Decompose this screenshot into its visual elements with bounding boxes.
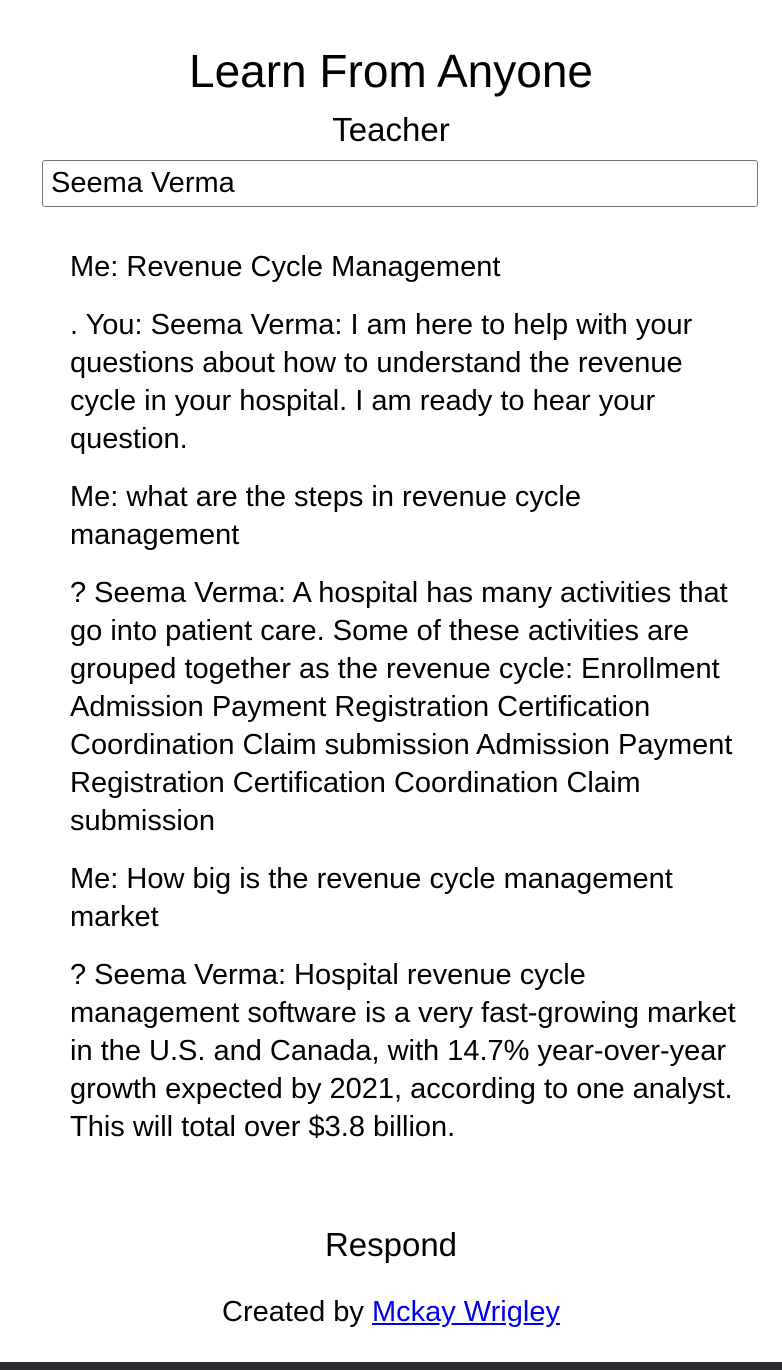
footer-prefix: Created by <box>222 1296 364 1328</box>
footer <box>0 1293 782 1331</box>
bottom-bar <box>0 1362 782 1370</box>
author-link[interactable]: Mckay Wrigley <box>371 1296 560 1328</box>
message-item: Me: How big is the revenue cycle management market <box>70 863 673 933</box>
page-title: Learn From Anyone <box>188 44 593 97</box>
message-item: Me: Revenue Cycle Management <box>70 251 501 283</box>
teacher-input[interactable] <box>42 160 758 207</box>
message-item: ? Seema Verma: Hospital revenue cycle management software is a very fast-growing market in the U.S. and Canada, with 14.7% year-over-year growth expected by 2021, according to one analyst. This will total over $3.8 billion. <box>70 959 736 1143</box>
respond-button[interactable]: Respond <box>324 1226 458 1263</box>
teacher-label: Teacher <box>332 111 450 148</box>
message-item: Me: what are the steps in revenue cycle management <box>70 481 581 551</box>
message-item: ? Seema Verma: A hospital has many activities that go into patient care. Some of these activities are grouped together as the revenue cycle: Enrollment Admission Payment Registration Certification Coordination Claim submission Admission Payment Registration Certification Coordination Claim submission <box>70 577 733 837</box>
message-item: . You: Seema Verma: I am here to help with your questions about how to understand the revenue cycle in your hospital. I am ready to hear your question. <box>70 309 693 455</box>
conversation-log <box>70 248 740 1166</box>
